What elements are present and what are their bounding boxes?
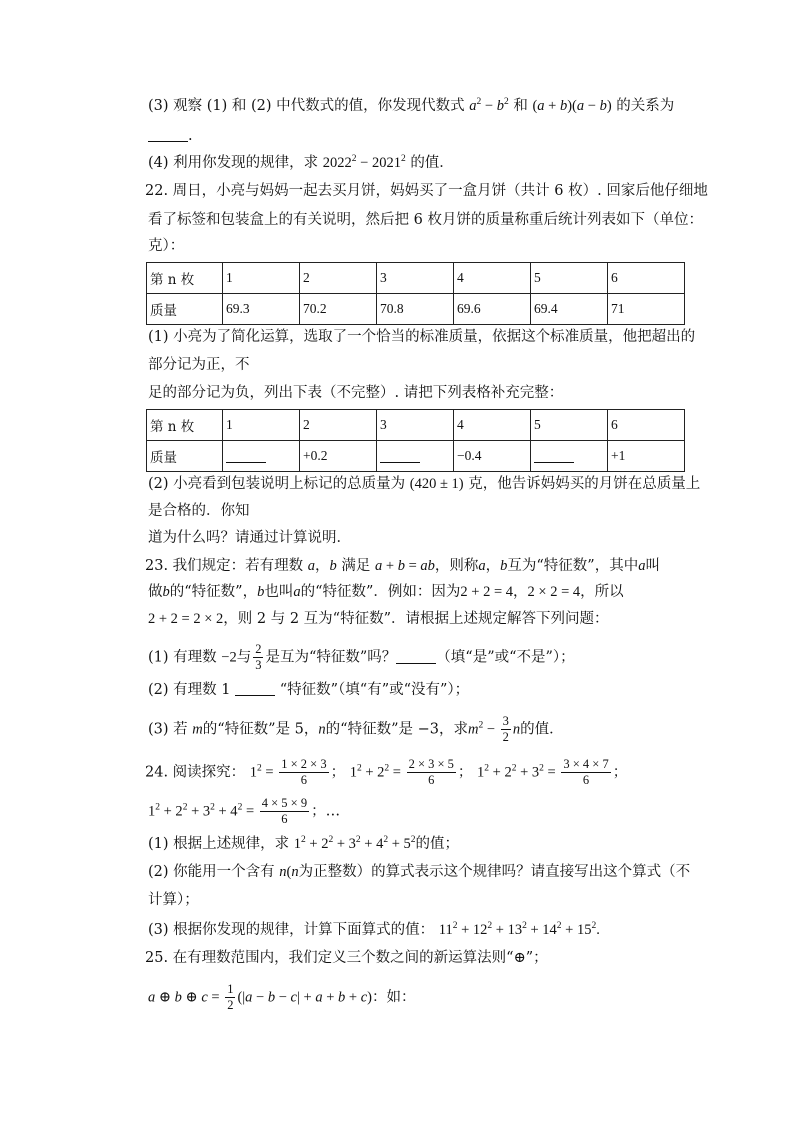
answer-blank[interactable] — [235, 680, 275, 696]
q24-part2-cont: 计算）； — [148, 892, 199, 908]
mass-deviation-table — [146, 409, 685, 472]
table-cell: 质量 — [147, 294, 223, 325]
answer-blank[interactable] — [226, 447, 266, 463]
table-cell: 4 — [454, 410, 531, 441]
q22-part2-line3: 道为什么吗？请通过计算说明． — [148, 530, 351, 546]
table-cell: 2 — [300, 410, 377, 441]
table-row — [147, 263, 685, 294]
table-cell: 70.8 — [377, 294, 454, 325]
mooncake-mass-table — [146, 262, 685, 325]
table-cell: −0.4 — [454, 441, 531, 472]
q23-line3: 2 + 2 = 2 × 2，则 2 与 2 互为“特征数”．请根据上述规定解答下列问题： — [148, 611, 609, 627]
q21-part3: (3) 观察 (1) 和 (2) 中代数式的值，你发现代数式 $a^2 - b^2$ 和 (a + b)(a − b) 的关系为 — [148, 97, 675, 114]
q23-part2: (2) 有理数 1 “特征数”（填“有”或“没有”）； — [148, 682, 470, 698]
table-cell: 69.4 — [531, 294, 608, 325]
q22-part1-line3: 足的部分记为负，列出下表（不完整）. 请把下列表格补充完整： — [148, 385, 564, 401]
table-cell: +1 — [608, 441, 685, 472]
table-cell: 4 — [454, 263, 531, 294]
table-cell: +0.2 — [300, 441, 377, 472]
table-cell: 70.2 — [300, 294, 377, 325]
q22-line2: 看了标签和包装盒上的有关说明，然后把 6 枚月饼的质量称重后统计列表如下（单位： — [148, 212, 703, 228]
table-cell: 1 — [223, 263, 300, 294]
table-cell: 1 — [223, 410, 300, 441]
table-cell: 3 — [377, 410, 454, 441]
q22-part1-line2: 部分记为正，不 — [148, 357, 250, 373]
table-cell-blank[interactable] — [531, 441, 608, 472]
table-cell-blank[interactable] — [223, 441, 300, 472]
table-cell: 3 — [377, 263, 454, 294]
q22-part2-line2: 是合格的．你知 — [148, 503, 250, 519]
table-cell-blank[interactable] — [377, 441, 454, 472]
table-cell: 5 — [531, 410, 608, 441]
q25-line2: a ⊕ b ⊕ c = $\frac{1}{2}$ (|a − b − c| + a + b + c)：如： — [148, 982, 416, 1012]
q21-part3-text: (3) 观察 (1) 和 (2) 中代数式的值，你发现代数式 — [148, 98, 465, 114]
q21-part3-answer: . — [148, 126, 193, 146]
q24-line1: 24. 阅读探究： $1^2$ = $\frac{1 \times 2 \times 3}{6}$ ； $1^2 + 2^2$ = $\frac{2 \times 3 \times 5}{6}$ ； $1^2 + 2^2 + 3^2$ = $\frac{3 \times 4 \times 7}{6}$ ； — [145, 757, 628, 787]
table-cell: 69.3 — [223, 294, 300, 325]
answer-blank[interactable] — [534, 447, 574, 463]
table-cell: 71 — [608, 294, 685, 325]
q24-part2: (2) 你能用一个含有 n(n为正整数）的算式表示这个规律吗？请直接写出这个算式（不 — [148, 864, 691, 880]
table-row — [147, 294, 685, 325]
table-cell: 6 — [608, 263, 685, 294]
q23-part3: (3) 若 m的“特征数”是 5，n的“特征数”是 −3，求$m^2$ − $\frac{3}{2}$ n的值． — [148, 714, 564, 744]
answer-blank[interactable] — [396, 648, 436, 664]
table-cell: 5 — [531, 263, 608, 294]
answer-blank[interactable] — [148, 126, 188, 142]
q24-part3: (3) 根据你发现的规律，计算下面算式的值： $11^2 + 12^2 + 13^2 + 14^2 + 15^2$. — [148, 921, 600, 938]
q25-line1: 25. 在有理数范围内，我们定义三个数之间的新运算法则“⊕”； — [145, 950, 548, 966]
q23-line2: 做b的“特征数”，b也叫a的“特征数”．例如：因为2 + 2 = 4，2 × 2 = 4，所以 — [148, 584, 624, 600]
table-row — [147, 441, 685, 472]
q21-part4: (4) 利用你发现的规律，求 $2022^2 - 2021^2$ 的值． — [148, 154, 454, 171]
table-cell: 第 n 枚 — [147, 263, 223, 294]
table-cell: 第 n 枚 — [147, 410, 223, 441]
answer-blank[interactable] — [380, 447, 420, 463]
table-cell: 6 — [608, 410, 685, 441]
q23-line1: 23. 我们规定：若有理数 a，b 满足 a + b = ab，则称a，b互为“特征数”，其中a叫 — [145, 558, 660, 574]
q22-part2-line1: (2) 小亮看到包装说明上标记的总质量为 (420 ± 1) 克，他告诉妈妈买的月饼在总质量上 — [148, 476, 701, 492]
table-row — [147, 410, 685, 441]
q22-line1: 22. 周日，小亮与妈妈一起去买月饼，妈妈买了一盒月饼（共计 6 枚）. 回家后他仔细地 — [145, 183, 708, 199]
q24-part1: (1) 根据上述规律，求 $1^2 + 2^2 + 3^2 + 4^2 + 5^2$的值； — [148, 835, 460, 852]
table-cell: 2 — [300, 263, 377, 294]
q22-line3: 克）： — [148, 238, 185, 254]
q22-part1-line1: (1) 小亮为了简化运算，选取了一个恰当的标准质量，依据这个标准质量，他把超出的 — [148, 329, 696, 345]
table-cell: 质量 — [147, 441, 223, 472]
q23-part1: (1) 有理数 −2与 $\frac{2}{3}$ 是互为“特征数”吗？ （填“是”或“不是”）； — [148, 642, 575, 672]
q24-line2: $1^2 + 2^2 + 3^2 + 4^2$ = $\frac{4 \times 5 \times 9}{6}$ ；… — [148, 796, 341, 826]
table-cell: 69.6 — [454, 294, 531, 325]
